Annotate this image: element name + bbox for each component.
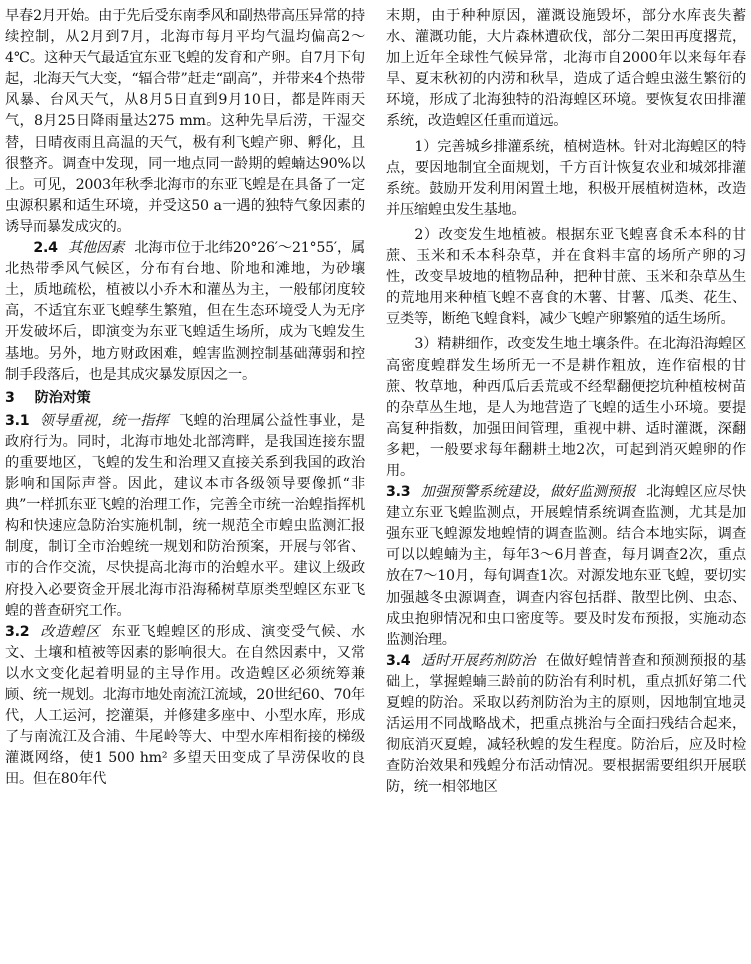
section-3-2-title: 改造蝗区 [39,623,101,640]
section-3-4-number: 3.4 [386,652,411,669]
section-3-3-number: 3.3 [386,484,411,501]
measure-2-vegetation: 2）改变发生地植被。根据东亚飞蝗喜食禾本科的甘蔗、玉米和禾本科杂草，并在食料丰富的场所产卵的习性，改变旱坡地的植物品种，把种甘蔗、玉米和杂草丛生的荒地用来种植飞蝗不喜食的木薯、甘薯、瓜类、花生、豆类等，断绝飞蝗食料，减少飞蝗产卵繁殖的适生场所。 [386,226,746,328]
measure-1-drainage: 1）完善城乡排灌系统，植树造林。针对北海蝗区的特点，要因地制宜全面规划，千方百计恢复农业和城郊排灌系统。鼓励开发利用闲置土地，积极开展植树造林，改造并压缩蝗虫发生基地。 [386,138,746,218]
section-3-3-body: 北海蝗区应尽快建立东亚飞蝗监测点，开展蝗情系统调查监测，尤其是加强东亚飞蝗源发地蝗情的调查监测。结合本地实际，调查可以以蝗蝻为主，每年3～6月普查，每月调查2次，重点放在7～10月，每旬调查1次。对源发地东亚飞蝗，要切实加强越冬虫源调查，调查内容包括群、散型比例、虫态、成虫抱卵情况和虫口密度等。要及时发布预报，实施动态监测治理。 [386,484,746,648]
section-2-4-number: 2.4 [33,240,58,257]
left-column [5,6,365,790]
section-3-2-body: 东亚飞蝗蝗区的形成、演变受气候、水文、土壤和植被等因素的影响很大。在自然因素中，又常以水文变化起着明显的主导作用。改造蝗区必须统筹兼顾、统一规划。北海市地处南流江流域，20世纪60、70年代，人工运河，挖灌渠，并修建多座中、小型水库，形成了与南流江及合浦、牛尾岭等大、中型水库相衔接的梯级灌溉网络，使1 500 hm² 多望天田变成了旱涝保收的良田。但在80年代 [5,623,365,788]
section-2-4 [5,238,365,386]
section-3-1-number: 3.1 [5,412,30,429]
section-3-3-title: 加强预警系统建设，做好监测预报 [420,484,636,501]
section-2-4-title: 其他因素 [67,240,125,257]
paragraph-intro-continued: 早春2月开始。由于先后受东南季风和副热带高压异常的持续控制，从2月到7月，北海市每月平均气温均偏高2～4℃。这种天气最适宜东亚飞蝗的发育和产卵。自7月下旬起，北海天气大变，“辐合带”赶走“副高”，并带来4个热带风暴、台风天气，从8月5日直到9月10日，都是阵雨天气，8月25日降雨量达275 mm。这种先旱后涝，干湿交替，日晴夜雨且高温的天气，极有利飞蝗产卵、孵化，且很整齐。调查中发现，同一地点同一龄期的蝗蝻达90%以上。可见，2003年秋季北海市的东亚飞蝗是在具备了一定虫源积累和适生环境，并受这50 a一遇的独特气象因素的诱导而暴发成灾的。 [5,8,365,235]
section-2-4-body: 北海市位于北纬20°26′～21°55′，属北热带季风气候区，分布有台地、阶地和滩地，为砂壤土，质地疏松，植被以小乔木和灌丛为主，一般郁闭度较高，不适宜东亚飞蝗孳生繁殖，但在生态环境受人为无序开发破坏后，即演变为东亚飞蝗适生场所，成为飞蝗发生基地。另外，地方财政困难，蝗害监测控制基础薄弱和控制手段落后，也是其成灾暴发原因之一。 [5,240,365,383]
section-3-2-number: 3.2 [5,623,30,640]
section-3-4 [386,651,746,799]
section-3-heading [5,388,365,409]
section-3-3 [386,482,746,651]
section-3-title: 防治对策 [34,389,91,406]
right-column [386,6,746,798]
section-3-4-body: 在做好蝗情普查和预测预报的基础上，掌握蝗蝻三龄前的防治有利时机，重点抓好第二代夏蝗的防治。采取以药剂防治为主的原则，因地制宜地灵活运用不同战略战术，把重点挑治与全面扫残结合起来，彻底消灭夏蝗，减轻秋蝗的发生程度。防治后，应及时检查防治效果和残蝗分布活动情况。要根据需要组织开展联防，统一相邻地区 [386,652,746,796]
section-3-1-body: 飞蝗的治理属公益性事业，是政府行为。同时，北海市地处北部湾畔，是我国连接东盟的重要地区，飞蝗的发生和治理又直接关系到我国的政治影响和国际声誉。因此，建议本市各级领导要像抓“非典”一样抓东亚飞蝗的治理工作，完善全市统一治蝗指挥机构和快速应急防治实施机制，统一规范全市蝗虫监测汇报制度，制订全市治蝗统一规划和防治预案，开展与邻省、市的合作交流，尽快提高北海市的治蝗水平。建议上级政府投入必要资金开展北海市沿海稀树草原类型蝗区东亚飞蝗的普查研究工作。 [5,412,365,619]
section-3-1 [5,411,365,622]
section-3-4-title: 适时开展药剂防治 [420,652,536,669]
section-3-1-title: 领导重视，统一指挥 [39,412,169,429]
paragraph-3-2-continued: 末期，由于种种原因，灌溉设施毁坏，部分水库丧失蓄水、灌溉功能，大片森林遭砍伐，部分二架田再度撂荒，加上近年全球性气候异常，北海市自2000年以来每年春旱、夏末秋初的内涝和秋旱，造成了适合蝗虫滋生繁衍的环境，形成了北海独特的沿海蝗区环境。要恢复农田排灌系统，改造蝗区任重而道远。 [386,8,746,130]
section-3-2 [5,622,365,791]
section-3-number: 3 [5,389,15,406]
measure-3-soil: 3）精耕细作，改变发生地土壤条件。在北海沿海蝗区高密度蝗群发生场所无一不是耕作粗放，连作宿根的甘蔗、牧草地，种西瓜后丢荒或不经犁翻便挖坑种植桉树苗的杂草丛生地，是人为地营造了飞蝗的适生小环境。要提高复种指数，加强田间管理，重视中耕、适时灌溉，深翻多耙，一般要求每年翻耕土地2次，可起到消灭蝗卵的作用。 [386,336,746,479]
